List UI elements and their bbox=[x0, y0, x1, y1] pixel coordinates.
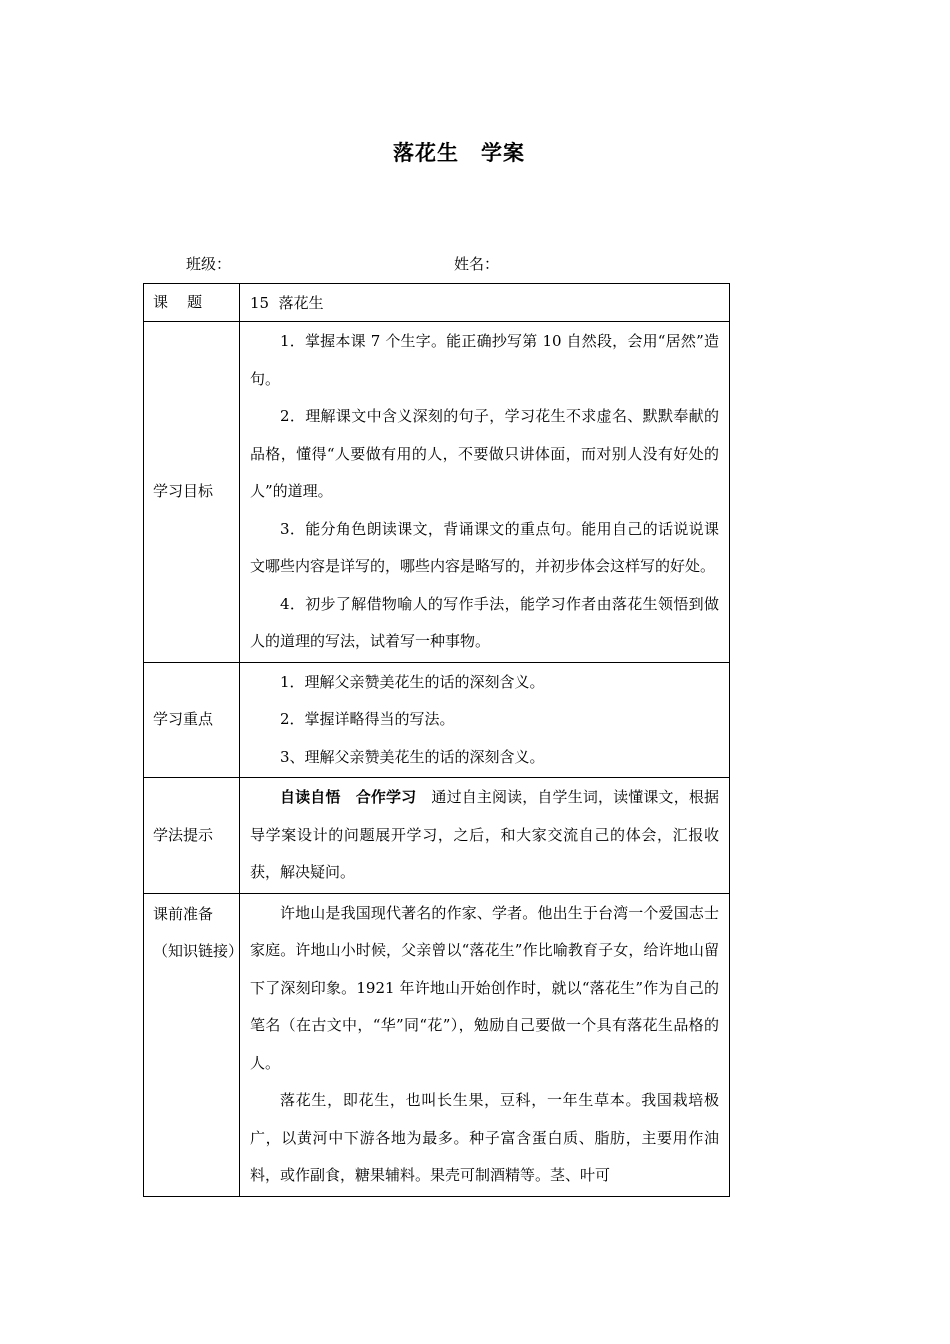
table-row-goals bbox=[144, 322, 730, 663]
student-info-row bbox=[186, 253, 500, 274]
focus-label: 学习重点 bbox=[144, 662, 240, 778]
table-row-method bbox=[144, 778, 730, 894]
prep-paragraph: 许地山是我国现代著名的作家、学者。他出生于台湾一个爱国志士家庭。许地山小时候，父亲曾以“落花生”作比喻教育子女，给许地山留下了深刻印象。1921 年许地山开始创作时，就以“落花生”作为自己的笔名（在古文中，“华”同“花”），勉励自己要做一个具有落花生品格的人。 bbox=[250, 903, 719, 1072]
goals-label: 学习目标 bbox=[144, 322, 240, 663]
method-content bbox=[240, 778, 730, 894]
table-row-prep bbox=[144, 893, 730, 1196]
goal-item: 2．理解课文中含义深刻的句子，学习花生不求虚名、默默奉献的品格，懂得“人要做有用的人，不要做只讲体面，而对别人没有好处的人”的道理。 bbox=[250, 407, 719, 500]
method-paragraph bbox=[250, 779, 719, 892]
table-row-focus bbox=[144, 662, 730, 778]
goal-item: 3．能分角色朗读课文，背诵课文的重点句。能用自己的话说说课文哪些内容是详写的，哪些内容是略写的，并初步体会这样写的好处。 bbox=[250, 519, 719, 575]
prep-paragraph: 落花生，即花生，也叫长生果，豆科，一年生草本。我国栽培极广，以黄河中下游各地为最多。种子富含蛋白质、脂肪，主要用作油料，或作副食，糖果辅料。果壳可制酒精等。茎、叶可 bbox=[250, 1091, 719, 1184]
focus-item: 1．理解父亲赞美花生的话的深刻含义。 bbox=[280, 672, 545, 691]
goal-item: 1．掌握本课 7 个生字。能正确抄写第 10 自然段，会用“居然”造句。 bbox=[250, 332, 719, 388]
prep-content bbox=[240, 893, 730, 1196]
name-label: 姓名： bbox=[454, 255, 500, 273]
table-row-topic bbox=[144, 284, 730, 322]
title-main: 落花生 bbox=[393, 141, 459, 165]
focus-content bbox=[240, 662, 730, 778]
title-sub: 学案 bbox=[481, 141, 525, 165]
focus-item: 2．掌握详略得当的写法。 bbox=[280, 710, 455, 728]
page-title bbox=[0, 137, 918, 167]
method-text: 通过自主阅读，自学生词，读懂课文，根据导学案设计的问题展开学习，之后，和大家交流自己的体会，汇报收获，解决疑问。 bbox=[250, 788, 719, 881]
method-bold-lead: 自读自悟 合作学习 bbox=[280, 788, 417, 806]
study-plan-table bbox=[143, 283, 730, 1197]
topic-value: 15 落花生 bbox=[240, 284, 730, 322]
method-label: 学法提示 bbox=[144, 778, 240, 894]
topic-label: 课 题 bbox=[144, 284, 240, 322]
prep-label: 课前准备（知识链接） bbox=[144, 893, 240, 1196]
goal-item: 4．初步了解借物喻人的写作手法，能学习作者由落花生领悟到做人的道理的写法，试着写一种事物。 bbox=[250, 594, 719, 650]
focus-item: 3、理解父亲赞美花生的话的深刻含义。 bbox=[280, 747, 545, 766]
class-label: 班级： bbox=[186, 255, 232, 273]
goals-content bbox=[240, 322, 730, 663]
